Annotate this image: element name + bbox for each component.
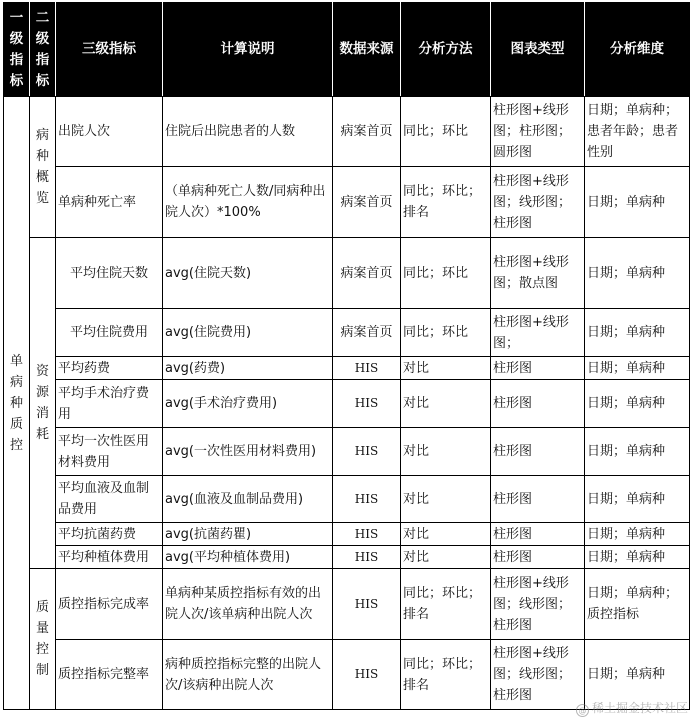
- table-row: [4, 238, 690, 309]
- row-chart: 柱形图+线形图；散点图: [491, 238, 585, 309]
- group-resource: 资 源 消 耗: [30, 238, 56, 569]
- table-row: [4, 546, 690, 569]
- row-chart: 柱形图: [491, 476, 585, 523]
- row-dimension: 日期；单病种；质控指标: [585, 569, 690, 640]
- row-calc: avg(住院费用): [163, 309, 333, 357]
- group-quality: 质 量 控 制: [30, 569, 56, 710]
- table-row: [4, 309, 690, 357]
- watermark-text: 稀土掘金技术社区: [591, 701, 688, 715]
- row-dimension: 日期；单病种: [585, 380, 690, 428]
- row-chart: 柱形图+线形图；柱形图；圆形图: [491, 97, 585, 167]
- row-method: 对比: [401, 523, 491, 546]
- row-name: 平均手术治疗费用: [56, 380, 163, 428]
- row-method: 同比；环比: [401, 97, 491, 167]
- row-name: 质控指标完整率: [56, 640, 163, 710]
- row-dimension: 日期；单病种: [585, 357, 690, 380]
- row-name: 单病种死亡率: [56, 167, 163, 238]
- row-chart: 柱形图+线形图；线形图；柱形图: [491, 569, 585, 640]
- header-level3: 三级指标: [56, 3, 163, 97]
- group-level1: 单 病 种 质 控: [4, 97, 30, 710]
- row-name: 平均住院天数: [56, 238, 163, 309]
- row-chart: 柱形图+线形图；线形图；柱形图: [491, 640, 585, 710]
- row-dimension: 日期；单病种: [585, 238, 690, 309]
- row-name: 平均住院费用: [56, 309, 163, 357]
- row-calc: avg(一次性医用材料费用): [163, 428, 333, 476]
- table-row: [4, 380, 690, 428]
- row-dimension: 日期；单病种: [585, 428, 690, 476]
- row-source: HIS: [333, 476, 401, 523]
- header-method: 分析方法: [401, 3, 491, 97]
- at-sign-icon: @: [576, 704, 589, 717]
- row-dimension: 日期；单病种: [585, 640, 690, 710]
- row-source: 病案首页: [333, 97, 401, 167]
- row-source: 病案首页: [333, 238, 401, 309]
- row-source: HIS: [333, 357, 401, 380]
- row-method: 对比: [401, 357, 491, 380]
- header-calc: 计算说明: [163, 3, 333, 97]
- row-calc: avg(血液及血制品费用): [163, 476, 333, 523]
- row-calc: avg(抗菌药瞿): [163, 523, 333, 546]
- row-source: HIS: [333, 523, 401, 546]
- header-dimension: 分析维度: [585, 3, 690, 97]
- table-row: [4, 167, 690, 238]
- row-source: HIS: [333, 546, 401, 569]
- row-source: HIS: [333, 640, 401, 710]
- row-source: HIS: [333, 569, 401, 640]
- row-source: HIS: [333, 380, 401, 428]
- header-level2: 二 级 指 标: [30, 3, 56, 97]
- row-method: 同比；环比；排名: [401, 167, 491, 238]
- row-name: 平均抗菌药费: [56, 523, 163, 546]
- row-chart: 柱形图+线形图；线形图；柱形图: [491, 167, 585, 238]
- row-dimension: 日期；单病种；患者年龄；患者性别: [585, 97, 690, 167]
- row-source: HIS: [333, 428, 401, 476]
- row-method: 对比: [401, 380, 491, 428]
- indicator-table: [3, 2, 690, 710]
- table-row: [4, 476, 690, 523]
- header-source: 数据来源: [333, 3, 401, 97]
- row-chart: 柱形图: [491, 523, 585, 546]
- row-method: 对比: [401, 476, 491, 523]
- row-chart: 柱形图: [491, 380, 585, 428]
- row-method: 对比: [401, 428, 491, 476]
- row-dimension: 日期；单病种: [585, 546, 690, 569]
- row-chart: 柱形图: [491, 546, 585, 569]
- header-level1: 一 级 指 标: [4, 3, 30, 97]
- row-calc: 病种质控指标完整的出院人次/该病种出院人次: [163, 640, 333, 710]
- row-method: 同比；环比: [401, 309, 491, 357]
- row-method: 对比: [401, 546, 491, 569]
- row-name: 平均药费: [56, 357, 163, 380]
- table-row: [4, 428, 690, 476]
- row-calc: avg(平均种植体费用): [163, 546, 333, 569]
- row-calc: 住院后出院患者的人数: [163, 97, 333, 167]
- row-name: 质控指标完成率: [56, 569, 163, 640]
- row-dimension: 日期；单病种: [585, 167, 690, 238]
- row-name: 平均血液及血制品费用: [56, 476, 163, 523]
- table-row: [4, 97, 690, 167]
- table-row: [4, 569, 690, 640]
- watermark: [576, 699, 688, 717]
- row-dimension: 日期；单病种: [585, 523, 690, 546]
- row-dimension: 日期；单病种: [585, 476, 690, 523]
- table-row: [4, 523, 690, 546]
- row-chart: 柱形图: [491, 428, 585, 476]
- row-name: 平均种植体费用: [56, 546, 163, 569]
- row-calc: avg(药费): [163, 357, 333, 380]
- row-calc: avg(手术治疗费用): [163, 380, 333, 428]
- row-calc: avg(住院天数): [163, 238, 333, 309]
- row-calc: 单病种某质控指标有效的出院人次/该单病种出院人次: [163, 569, 333, 640]
- row-source: 病案首页: [333, 167, 401, 238]
- row-calc: （单病种死亡人数/同病种出院人次）*100%: [163, 167, 333, 238]
- row-name: 平均一次性医用材料费用: [56, 428, 163, 476]
- row-chart: 柱形图: [491, 357, 585, 380]
- row-chart: 柱形图+线形图；: [491, 309, 585, 357]
- row-method: 同比；环比: [401, 238, 491, 309]
- header-chart: 图表类型: [491, 3, 585, 97]
- row-source: 病案首页: [333, 309, 401, 357]
- row-dimension: 日期；单病种: [585, 309, 690, 357]
- row-name: 出院人次: [56, 97, 163, 167]
- row-method: 同比；环比；排名: [401, 640, 491, 710]
- table-row: [4, 357, 690, 380]
- row-method: 同比；环比；排名: [401, 569, 491, 640]
- group-overview: 病 种 概 览: [30, 97, 56, 238]
